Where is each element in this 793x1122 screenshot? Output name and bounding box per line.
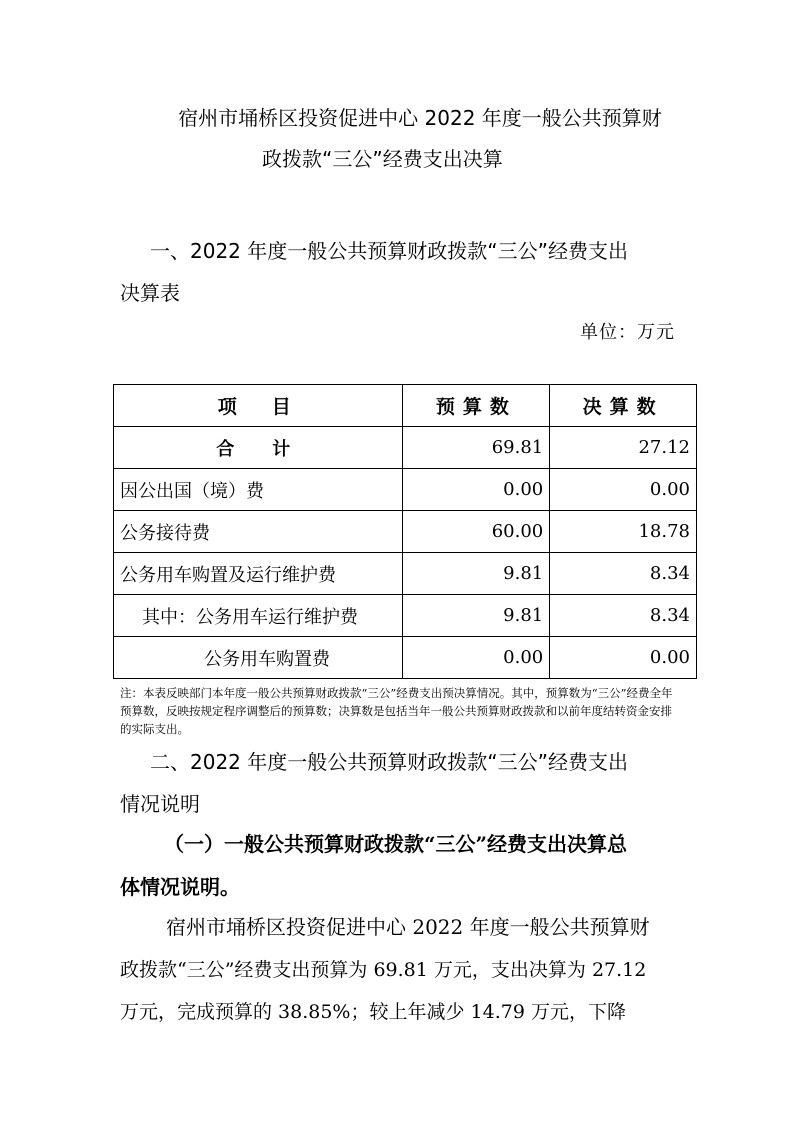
row-final: 8.34	[550, 595, 697, 637]
body-line3: 万元，完成预算的 38.85%；较上年减少 14.79 万元，下降	[120, 1001, 626, 1023]
row-item: 公务用车购置费	[114, 637, 403, 679]
row-item: 公务接待费	[114, 511, 403, 553]
section2-heading-line2: 情况说明	[120, 792, 200, 816]
row-item: 其中：公务用车运行维护费	[114, 595, 403, 637]
document-title-line2: 政拨款“三公”经费支出决算	[262, 147, 503, 171]
table-header-row	[114, 385, 697, 427]
table-row	[114, 637, 697, 679]
table-row	[114, 553, 697, 595]
row-budget: 0.00	[403, 469, 550, 511]
row-budget: 0.00	[403, 637, 550, 679]
row-final: 27.12	[550, 427, 697, 469]
row-budget: 9.81	[403, 595, 550, 637]
section2-heading-line1: 二、2022 年度一般公共预算财政拨款“三公”经费支出	[150, 750, 628, 774]
table-row	[114, 595, 697, 637]
subsection1-heading-line2: 体情况说明。	[120, 875, 240, 899]
table-note: 注：本表反映部门本年度一般公共预算财政拨款“三公”经费支出预决算情况。其中，预算数为“三公”经费全年预算数，反映按规定程序调整后的预算数；决算数是包括当年一般公共预算财政拨款和以前年度结转资金安排的实际支出。	[120, 686, 673, 736]
row-final: 0.00	[550, 637, 697, 679]
row-final: 0.00	[550, 469, 697, 511]
body-line1: 宿州市埇桥区投资促进中心 2022 年度一般公共预算财	[166, 915, 650, 939]
row-budget: 69.81	[403, 427, 550, 469]
row-final: 8.34	[550, 553, 697, 595]
header-item: 项 目	[114, 385, 403, 427]
header-final: 决算数	[550, 385, 697, 427]
section1-heading-line2: 决算表	[120, 281, 180, 305]
row-budget: 9.81	[403, 553, 550, 595]
row-item: 合 计	[114, 427, 403, 469]
table-row	[114, 469, 697, 511]
row-final: 18.78	[550, 511, 697, 553]
row-budget: 60.00	[403, 511, 550, 553]
three-public-expenses-table	[113, 384, 697, 679]
subsection1-heading-line1: （一）一般公共预算财政拨款“三公”经费支出决算总	[164, 832, 628, 856]
table-row	[114, 427, 697, 469]
row-item: 因公出国（境）费	[114, 469, 403, 511]
row-item: 公务用车购置及运行维护费	[114, 553, 403, 595]
body-line2: 政拨款“三公”经费支出预算为 69.81 万元，支出决算为 27.12	[120, 959, 647, 981]
section1-heading-line1: 一、2022 年度一般公共预算财政拨款“三公”经费支出	[150, 239, 628, 263]
table-row	[114, 511, 697, 553]
header-budget: 预算数	[403, 385, 550, 427]
document-title-line1: 宿州市埇桥区投资促进中心 2022 年度一般公共预算财	[178, 106, 662, 130]
unit-label: 单位：万元	[580, 322, 675, 343]
